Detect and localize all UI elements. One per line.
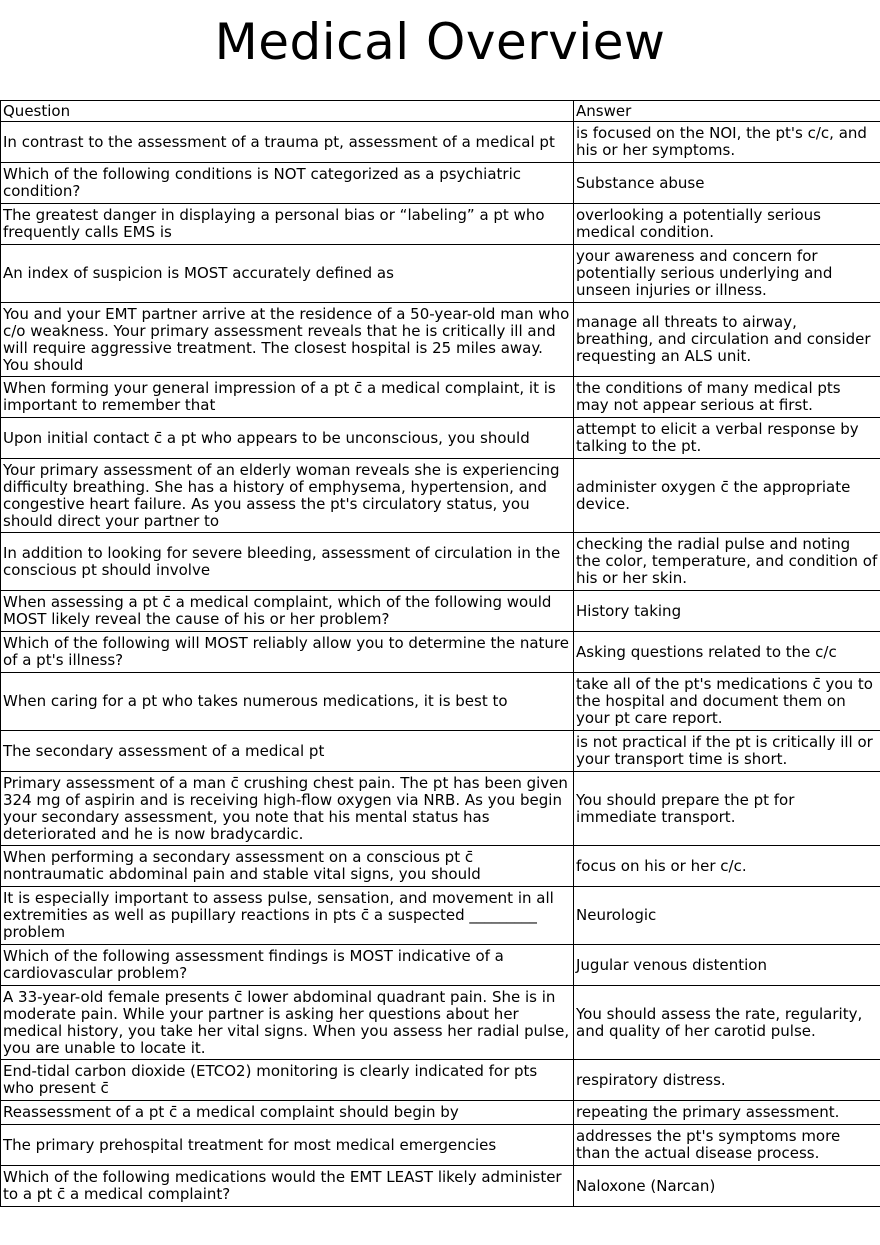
- question-cell: Which of the following medications would the EMT LEAST likely administer to a pt c̄ a medical complaint?: [1, 1166, 574, 1207]
- question-cell: The secondary assessment of a medical pt: [1, 731, 574, 772]
- answer-cell: You should prepare the pt for immediate transport.: [574, 772, 880, 846]
- question-cell: Primary assessment of a man c̄ crushing chest pain. The pt has been given 324 mg of aspirin and is receiving high-flow oxygen via NRB. As you begin your secondary assessment, you note that his mental status has deteriorated and he is now bradycardic.: [1, 772, 574, 846]
- answer-cell: focus on his or her c/c.: [574, 846, 880, 887]
- question-cell: The primary prehospital treatment for most medical emergencies: [1, 1125, 574, 1166]
- question-cell: It is especially important to assess pulse, sensation, and movement in all extremities as well as pupillary reactions in pts c̄ a suspected _________ problem: [1, 887, 574, 945]
- page-title: Medical Overview: [214, 13, 666, 71]
- answer-cell: the conditions of many medical pts may not appear serious at first.: [574, 377, 880, 418]
- question-cell: Which of the following conditions is NOT categorized as a psychiatric condition?: [1, 163, 574, 204]
- answer-cell: You should assess the rate, regularity, and quality of her carotid pulse.: [574, 986, 880, 1060]
- table-row: [1, 163, 880, 204]
- answer-cell: Asking questions related to the c/c: [574, 632, 880, 673]
- question-cell: When caring for a pt who takes numerous medications, it is best to: [1, 673, 574, 731]
- question-cell: Upon initial contact c̄ a pt who appears to be unconscious, you should: [1, 418, 574, 459]
- question-cell: You and your EMT partner arrive at the residence of a 50-year-old man who c/o weakness. Your primary assessment reveals that he is critically ill and will require aggressive treatment. The closest hospital is 25 miles away. You should: [1, 303, 574, 377]
- table-header-row: [1, 101, 880, 122]
- table-row: [1, 418, 880, 459]
- qa-table: [0, 100, 880, 1207]
- table-row: [1, 846, 880, 887]
- table-row: [1, 459, 880, 533]
- answer-cell: overlooking a potentially serious medical condition.: [574, 204, 880, 245]
- table-row: [1, 245, 880, 303]
- table-row: [1, 204, 880, 245]
- table-row: [1, 1166, 880, 1207]
- table-row: [1, 986, 880, 1060]
- answer-cell: take all of the pt's medications c̄ you to the hospital and document them on your pt care report.: [574, 673, 880, 731]
- question-cell: The greatest danger in displaying a personal bias or “labeling” a pt who frequently calls EMS is: [1, 204, 574, 245]
- table-row: [1, 673, 880, 731]
- answer-cell: checking the radial pulse and noting the color, temperature, and condition of his or her skin.: [574, 533, 880, 591]
- table-row: [1, 731, 880, 772]
- question-cell: In contrast to the assessment of a trauma pt, assessment of a medical pt: [1, 122, 574, 163]
- answer-cell: is focused on the NOI, the pt's c/c, and his or her symptoms.: [574, 122, 880, 163]
- answer-cell: administer oxygen c̄ the appropriate device.: [574, 459, 880, 533]
- answer-cell: Naloxone (Narcan): [574, 1166, 880, 1207]
- table-row: [1, 591, 880, 632]
- table-row: [1, 122, 880, 163]
- question-cell: End-tidal carbon dioxide (ETCO2) monitoring is clearly indicated for pts who present c̄: [1, 1060, 574, 1101]
- answer-cell: repeating the primary assessment.: [574, 1101, 880, 1125]
- question-cell: When assessing a pt c̄ a medical complaint, which of the following would MOST likely reveal the cause of his or her problem?: [1, 591, 574, 632]
- question-cell: Which of the following assessment findings is MOST indicative of a cardiovascular problem?: [1, 945, 574, 986]
- answer-cell: Substance abuse: [574, 163, 880, 204]
- question-cell: In addition to looking for severe bleeding, assessment of circulation in the conscious pt should involve: [1, 533, 574, 591]
- answer-column-header: Answer: [574, 101, 880, 122]
- question-cell: An index of suspicion is MOST accurately defined as: [1, 245, 574, 303]
- answer-cell: respiratory distress.: [574, 1060, 880, 1101]
- answer-cell: attempt to elicit a verbal response by talking to the pt.: [574, 418, 880, 459]
- table-row: [1, 1125, 880, 1166]
- answer-cell: History taking: [574, 591, 880, 632]
- table-row: [1, 772, 880, 846]
- table-row: [1, 945, 880, 986]
- question-cell: A 33-year-old female presents c̄ lower abdominal quadrant pain. She is in moderate pain. While your partner is asking her questions about her medical history, you take her vital signs. When you assess her radial pulse, you are unable to locate it.: [1, 986, 574, 1060]
- answer-cell: Jugular venous distention: [574, 945, 880, 986]
- question-column-header: Question: [1, 101, 574, 122]
- table-row: [1, 303, 880, 377]
- answer-cell: Neurologic: [574, 887, 880, 945]
- table-row: [1, 533, 880, 591]
- question-cell: When performing a secondary assessment on a conscious pt c̄ nontraumatic abdominal pain and stable vital signs, you should: [1, 846, 574, 887]
- table-row: [1, 1060, 880, 1101]
- answer-cell: is not practical if the pt is critically ill or your transport time is short.: [574, 731, 880, 772]
- question-cell: Reassessment of a pt c̄ a medical complaint should begin by: [1, 1101, 574, 1125]
- table-row: [1, 1101, 880, 1125]
- question-cell: When forming your general impression of a pt c̄ a medical complaint, it is important to remember that: [1, 377, 574, 418]
- table-row: [1, 377, 880, 418]
- question-cell: Which of the following will MOST reliably allow you to determine the nature of a pt's illness?: [1, 632, 574, 673]
- answer-cell: manage all threats to airway, breathing, and circulation and consider requesting an ALS unit.: [574, 303, 880, 377]
- table-row: [1, 632, 880, 673]
- answer-cell: your awareness and concern for potentially serious underlying and unseen injuries or illness.: [574, 245, 880, 303]
- question-cell: Your primary assessment of an elderly woman reveals she is experiencing difficulty breathing. She has a history of emphysema, hypertension, and congestive heart failure. As you assess the pt's circulatory status, you should direct your partner to: [1, 459, 574, 533]
- table-row: [1, 887, 880, 945]
- answer-cell: addresses the pt's symptoms more than the actual disease process.: [574, 1125, 880, 1166]
